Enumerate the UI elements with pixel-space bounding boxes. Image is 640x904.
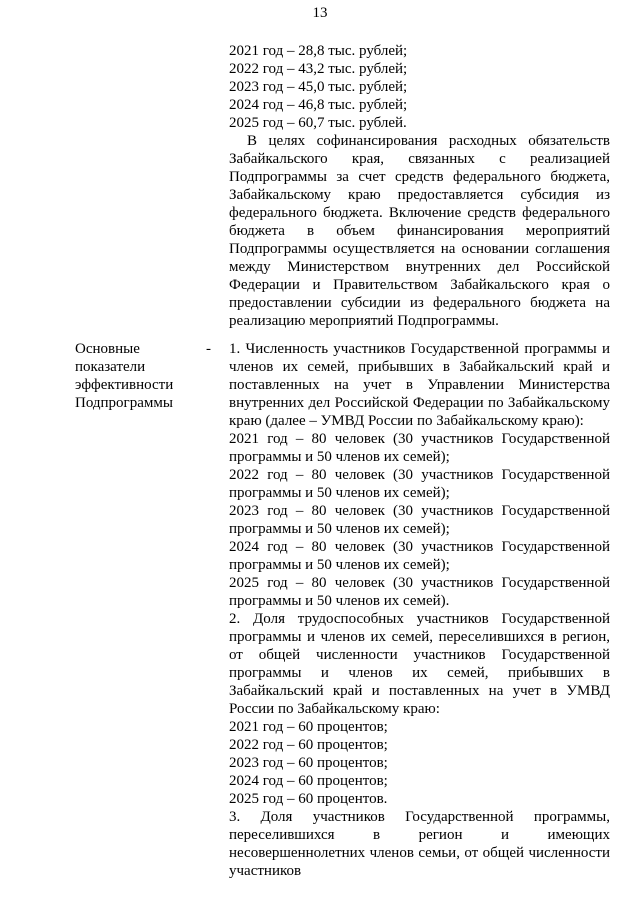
indicator-1-year: 2024 год – 80 человек (30 участников Государственной программы и 50 членов их семей); bbox=[229, 539, 610, 573]
funding-year-line: 2023 год – 45,0 тыс. рублей; bbox=[229, 79, 408, 95]
indicator-1-year: 2021 год – 80 человек (30 участников Государственной программы и 50 членов их семей); bbox=[229, 431, 610, 465]
funding-year-line: 2022 год – 43,2 тыс. рублей; bbox=[229, 61, 408, 77]
indicator-2-year: 2025 год – 60 процентов. bbox=[229, 791, 388, 807]
indicators-label-line: показатели bbox=[75, 359, 146, 375]
indicators-label-line: Основные bbox=[75, 341, 140, 357]
indicator-1-year: 2022 год – 80 человек (30 участников Государственной программы и 50 членов их семей); bbox=[229, 467, 610, 501]
indicator-2-year: 2024 год – 60 процентов; bbox=[229, 773, 388, 789]
funding-year-line: 2024 год – 46,8 тыс. рублей; bbox=[229, 97, 408, 113]
page-number: 13 bbox=[312, 5, 328, 21]
indicator-3-text: 3. Доля участников Государственной программы, переселившихся в регион и имеющих несовершеннолетних членов семьи, от общей численности участников bbox=[229, 809, 610, 879]
indicator-2-year: 2021 год – 60 процентов; bbox=[229, 719, 388, 735]
indicator-1-year: 2023 год – 80 человек (30 участников Государственной программы и 50 членов их семей); bbox=[229, 503, 610, 537]
indicator-1-text: 1. Численность участников Государственной программы и членов их семей, прибывших в Забайкальский край и поставленных на учет в Управлении Министерства внутренних дел Российской Федерации по Забайкальскому краю (далее – УМВД России по Забайкальскому краю): bbox=[229, 341, 610, 429]
funding-block bbox=[229, 42, 610, 330]
indicators-label-line: Подпрограммы bbox=[75, 395, 173, 411]
indicator-1-year: 2025 год – 80 человек (30 участников Государственной программы и 50 членов их семей). bbox=[229, 575, 610, 609]
funding-year-line: 2025 год – 60,7 тыс. рублей. bbox=[229, 115, 407, 131]
indicator-2-text: 2. Доля трудоспособных участников Государственной программы и членов их семей, переселившихся в регион, от общей численности участников Государственной программы и членов их семей, прибывших в Забайкальский край и поставленных на учет в УМВД России по Забайкальскому краю: bbox=[229, 611, 610, 717]
cofinancing-paragraph: В целях софинансирования расходных обязательств Забайкальского края, связанных с реализацией Подпрограммы за счет средств федерального бюджета, Забайкальскому краю предоставляется субсидия из федерального бюджета. Включение средств федерального бюджета в объем финансирования мероприятий Подпрограммы осуществляется на основании соглашения между Министерством внутренних дел Российской Федерации и Правительством Забайкальского края о предоставлении субсидии из федерального бюджета на реализацию мероприятий Подпрограммы. bbox=[229, 133, 610, 329]
indicators-label bbox=[75, 340, 195, 412]
indicators-label-line: эффективности bbox=[75, 377, 174, 393]
indicators-block bbox=[229, 340, 610, 880]
row-dash: - bbox=[206, 341, 211, 357]
indicator-2-year: 2023 год – 60 процентов; bbox=[229, 755, 388, 771]
funding-year-line: 2021 год – 28,8 тыс. рублей; bbox=[229, 43, 408, 59]
indicator-2-year: 2022 год – 60 процентов; bbox=[229, 737, 388, 753]
